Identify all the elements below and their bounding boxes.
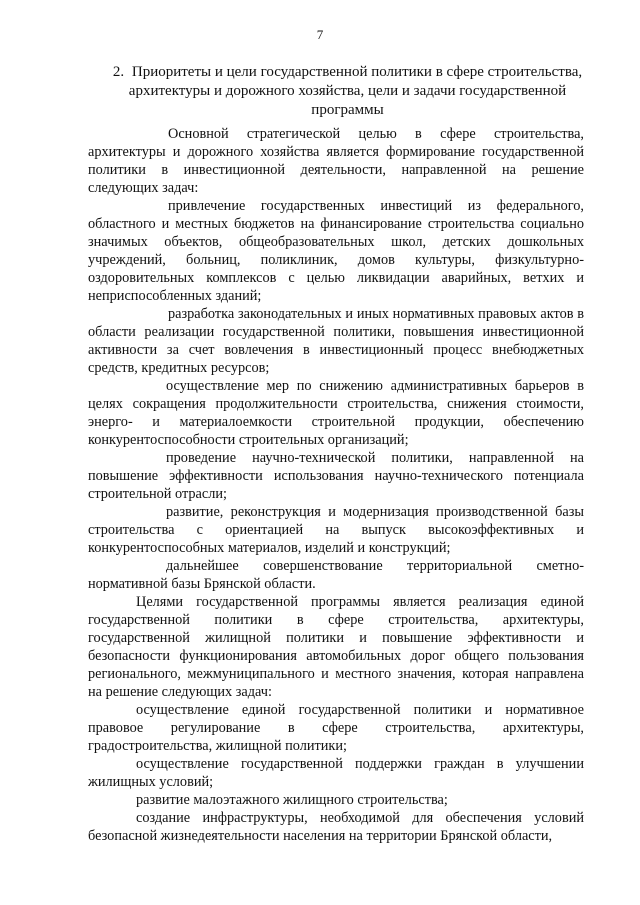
paragraph-task-production-base: развитие, реконструкция и модернизация производственной базы строительства с ориентацией на выпуск высокоэффективных и конкурентоспособных материалов, изделий и конструкций; <box>88 504 584 556</box>
paragraph-task-regulation: осуществление единой государственной политики и нормативное правовое регулирование в сфере строительства, архитектуры, градостроительства, жилищной политики; <box>88 702 584 754</box>
paragraph-strategic-goal: Основной стратегической целью в сфере строительства, архитектуры и дорожного хозяйства является формирование государственной политики в инвестиционной деятельности, направленной на решение следующих задач: <box>88 126 584 196</box>
paragraph-task-low-rise: развитие малоэтажного жилищного строительства; <box>136 792 448 808</box>
document-body <box>88 125 584 845</box>
section-title: Приоритеты и цели государственной политики в сфере строительства, архитектуры и дорожного хозяйства, цели и задачи государственной программы <box>128 64 583 118</box>
paragraph-program-goals: Целями государственной программы является реализация единой государственной политики в сфере строительства, архитектуры, государственной жилищной политики и повышение эффективности и безопасности функционирования автомобильных дорог общего пользования регионального, межмуниципального и местного значения, которая направлена на решение следующих задач: <box>88 594 584 700</box>
paragraph-task-estimate-base: дальнейшее совершенствование территориальной сметно-нормативной базы Брянской области. <box>88 558 584 592</box>
page-number: 7 <box>316 27 324 42</box>
section-heading <box>110 63 585 120</box>
paragraph-task-barriers: осуществление мер по снижению административных барьеров в целях сокращения продолжительности строительства, снижения стоимости, энерго- и материалоемкости строительной продукции, обеспечению конкурентоспособности строительных организаций; <box>88 378 584 448</box>
paragraph-task-infrastructure: создание инфраструктуры, необходимой для обеспечения условий безопасной жизнедеятельности населения на территории Брянской области, <box>88 810 584 844</box>
paragraph-task-investments: привлечение государственных инвестиций из федерального, областного и местных бюджетов на финансирование строительства социально значимых объектов, общеобразовательных школ, детских дошкольных учреждений, больниц, поликлиник, домов культуры, физкультурно-оздоровительных комплексов с целью ликвидации аварийных, ветхих и неприспособленных зданий; <box>88 198 584 304</box>
section-number: 2. <box>112 64 125 80</box>
paragraph-task-housing-support: осуществление государственной поддержки граждан в улучшении жилищных условий; <box>88 756 584 790</box>
paragraph-task-legislation: разработка законодательных и иных нормативных правовых актов в области реализации государственной политики, повышения инвестиционной активности за счет вовлечения в инвестиционный процесс внебюджетных средств, кредитных ресурсов; <box>88 306 584 376</box>
paragraph-task-science: проведение научно-технической политики, направленной на повышение эффективности использования научно-технического потенциала строительной отрасли; <box>88 450 584 502</box>
